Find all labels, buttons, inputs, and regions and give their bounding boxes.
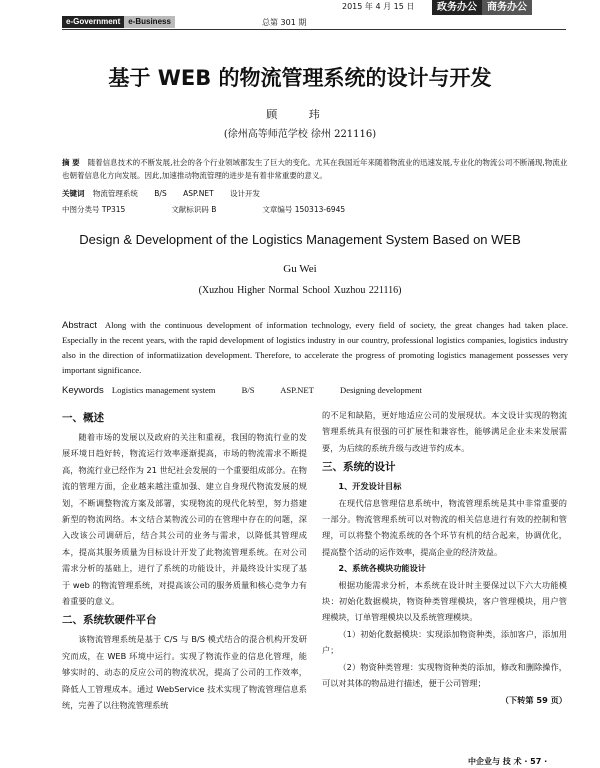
section-banner xyxy=(432,0,532,15)
paper-title-zh: 基于 WEB 的物流管理系统的设计与开发 xyxy=(108,66,492,90)
affiliation-en: (Xuzhou Higher Normal School Xuzhou 221116) xyxy=(198,285,402,296)
author-en: Gu Wei xyxy=(283,263,317,275)
keyword-zh: ASP.NET xyxy=(183,189,214,198)
section-label-biz: 商务办公 xyxy=(482,0,532,15)
page-footer: 中企业与 技 术 · 57 · xyxy=(468,757,548,766)
header-divider xyxy=(62,29,566,30)
keyword-zh: 物流管理系统 xyxy=(92,189,138,198)
keyword-en: B/S xyxy=(241,385,255,395)
document-code: 文献标识码 B xyxy=(171,205,217,214)
affiliation-zh: (徐州高等师范学校 徐州 221116) xyxy=(223,129,377,140)
keyword-zh: B/S xyxy=(154,189,167,198)
body-column-right xyxy=(322,407,567,708)
section-heading: 一、概述 xyxy=(62,412,104,424)
abstract-en xyxy=(62,318,568,378)
paragraph: 的不足和缺陷，更好地适应公司的发展现状。本文设计实现的物流管理系统具有很强的可扩展性和兼容性，能够满足企业未来发展需要，为后续的系统升级与改进节约成本。 xyxy=(322,410,567,453)
paragraph: 在现代信息管理信息系统中，物流管理系统是其中非常重要的一部分。物流管理系统可以对物流的相关信息进行有效的控制和管理，可以将整个物流系统的各个环节有机的结合起来，协调优化，提高整个活动的运作效率，提高企业的经济效益。 xyxy=(322,497,567,557)
journal-tags xyxy=(62,16,175,28)
issue-number: 总第 301 期 xyxy=(262,18,307,27)
issue-date: 2015 年 4 月 15 日 xyxy=(342,2,415,11)
subsection-heading: 2、系统各模块功能设计 xyxy=(338,563,426,574)
paragraph: 随着市场的发展以及政府的关注和重视，我国的物流行业的发展环境日趋好转，物流运行效率逐渐提高，市场的物流需求不断提高，物流行业已经作为 21 世纪社会发展的一个重要组成部分。在物流的管理方面，企业越来越注重加强、建立自身现代物流发展的规划，不断调整物流方案及部署，实现物流的现代化转型，努力搭建新型的物流网络。本文结合某物流公司的在管理中存在的问题，深入改该公司调研后，结合其公司的业务与需求，以降低其管理成本，提高其服务质量为目标设计开发了此物流管理系统。在对公司需求分析的基础上，进行了系统的功能设计，并最终设计实现了基于 web 的物流管理系统，对提高该公司的服务质量和核心竞争力有着重要的意义。 xyxy=(62,432,307,607)
keyword-en: Logistics management system xyxy=(111,385,216,395)
section-heading: 三、系统的设计 xyxy=(322,461,396,474)
classification-row xyxy=(62,204,391,215)
author-zh: 顾 玮 xyxy=(266,108,334,121)
paragraph: 该物流管理系统是基于 C/S 与 B/S 模式结合的混合机构开发研究而成，在 WEB 环境中运行。实现了物流作业的信息化管理，能够实时的、动态的反应公司的物流状况，提高了公司的工作效率，降低人工管理成本。通过 WebService 技术实现了物流管理信息系统，完善了以往物流管理系统 xyxy=(62,634,307,711)
abstract-zh-label: 摘 要 xyxy=(62,158,80,167)
keyword-en: Designing development xyxy=(340,385,422,395)
section-heading: 二、系统软硬件平台 xyxy=(62,614,157,627)
continued-note: （下转第 59 页） xyxy=(500,694,567,705)
section-label-gov: 政务办公 xyxy=(432,0,482,15)
subsection-heading: 1、开发设计目标 xyxy=(338,481,402,492)
abstract-zh xyxy=(62,156,568,182)
paper-title-en: Design & Development of the Logistics Management System Based on WEB xyxy=(79,232,521,247)
paragraph: 根据功能需求分析，本系统在设计时主要保过以下六大功能模块：初始化数据模块，物资种类管理模块，客户管理模块，用户管理模块，订单管理模块以及系统管理模块。 xyxy=(322,579,567,623)
tag-egovernment: e-Government xyxy=(62,16,124,28)
paragraph: （2）物资种类管理：实现物资种类的添加，修改和删除操作，可以对其体的物品进行描述，便于公司管理； xyxy=(322,661,567,689)
clc-number: 中图分类号 TP315 xyxy=(62,205,126,214)
keywords-zh xyxy=(62,188,274,199)
keywords-zh-label: 关键词 xyxy=(62,189,85,198)
abstract-en-label: Abstract xyxy=(62,320,97,331)
abstract-en-text: Along with the continuous development of information technology, every field of society, the great changes had taken place. Especially in the recent years, with the rapid development of logistics industry in our country, professional logistics companies, logistics industry also in the direction of informatiization development. Therefore, to accelerate the progress of promoting logistics management possesses very important significance. xyxy=(62,320,568,375)
paragraph: （1）初始化数据模块：实现添加物资种类，添加客户，添加用户； xyxy=(322,628,567,656)
abstract-zh-text: 随着信息技术的不断发展,社会的各个行业领域都发生了巨大的变化。尤其在我国近年来随着物流业的迅速发展,专业化的物流公司不断涌现,物流业也朝着信息化方向发展。因此,加速推动物流管理的进步是有着非常重要的意义。 xyxy=(62,158,568,180)
tag-ebusiness: e-Business xyxy=(124,16,175,28)
body-column-left xyxy=(62,407,307,714)
article-number: 文章编号 150313-6945 xyxy=(262,205,346,214)
keyword-zh: 设计开发 xyxy=(230,189,261,198)
keywords-en-label: Keywords xyxy=(62,385,104,396)
keywords-en xyxy=(62,385,446,396)
keyword-en: ASP.NET xyxy=(280,385,314,395)
